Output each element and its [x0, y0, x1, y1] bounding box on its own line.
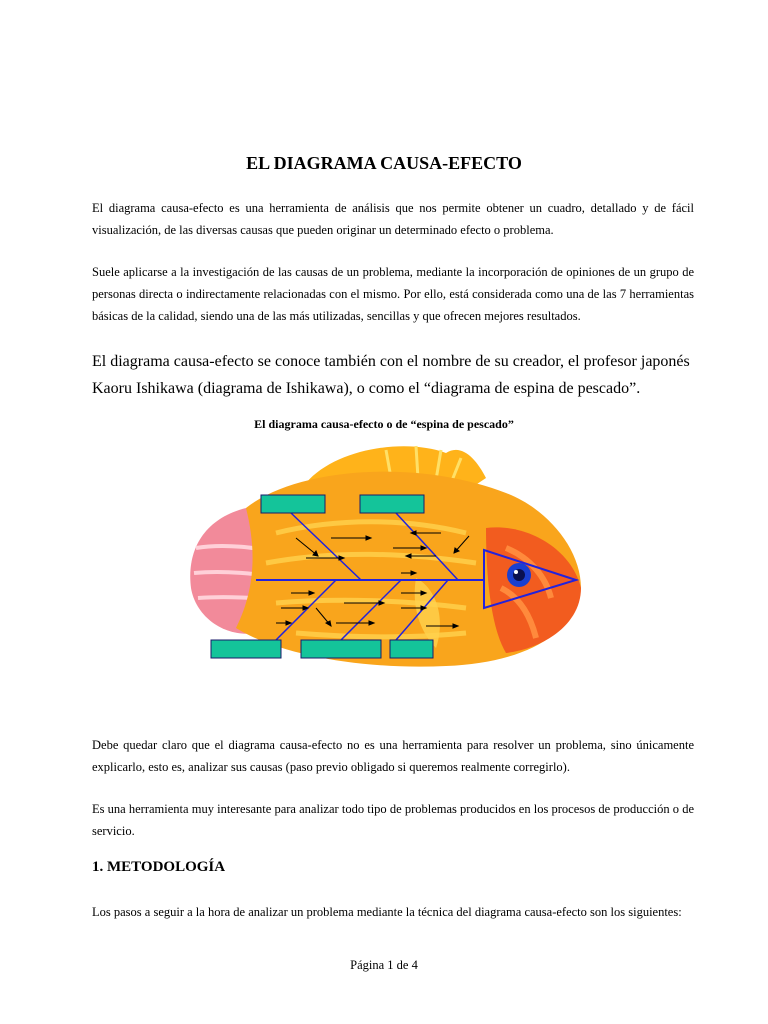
paragraph-5: Es una herramienta muy interesante para analizar todo tipo de problemas producidos en los procesos de producción o de servicio. [92, 802, 694, 838]
cause-box-bottom-middle [301, 640, 381, 658]
paragraph-2: Suele aplicarse a la investigación de las causas de un problema, mediante la incorporación de opiniones de un grupo de personas directa o indirectamente relacionadas con el mismo. Por ello, está considerada como una de las 7 herramientas básicas de la calidad, siendo una de las más utilizadas, sencillas y que ofrecen mejores resultados. [92, 265, 694, 323]
document-title: EL DIAGRAMA CAUSA-EFECTO [246, 153, 522, 173]
figure-caption: El diagrama causa-efecto o de “espina de pescado” [254, 417, 514, 431]
cause-box-top-right [360, 495, 424, 513]
cause-box-bottom-right [390, 640, 433, 658]
paragraph-1: El diagrama causa-efecto es una herramienta de análisis que nos permite obtener un cuadro, detallado y de fácil visualización, de las diversas causas que pueden originar un determinado efecto o problema. [92, 201, 694, 237]
cause-box-top-left [261, 495, 325, 513]
section-heading-metodologia: 1. METODOLOGÍA [92, 859, 226, 875]
page-number-footer: Página 1 de 4 [350, 958, 418, 972]
paragraph-3: El diagrama causa-efecto se conoce también con el nombre de su creador, el profesor japonés Kaoru Ishikawa (diagrama de Ishikawa), o como el “diagrama de espina de pescado”. [92, 353, 690, 397]
paragraph-4: Debe quedar claro que el diagrama causa-efecto no es una herramienta para resolver un problema, sino únicamente explicarlo, esto es, analizar sus causas (paso previo obligado si queremos realmente corregirlo). [92, 738, 694, 774]
fishbone-fish-illustration [186, 438, 586, 670]
cause-box-bottom-left [211, 640, 281, 658]
paragraph-6: Los pasos a seguir a la hora de analizar un problema mediante la técnica del diagrama causa-efecto son los siguientes: [92, 905, 682, 919]
